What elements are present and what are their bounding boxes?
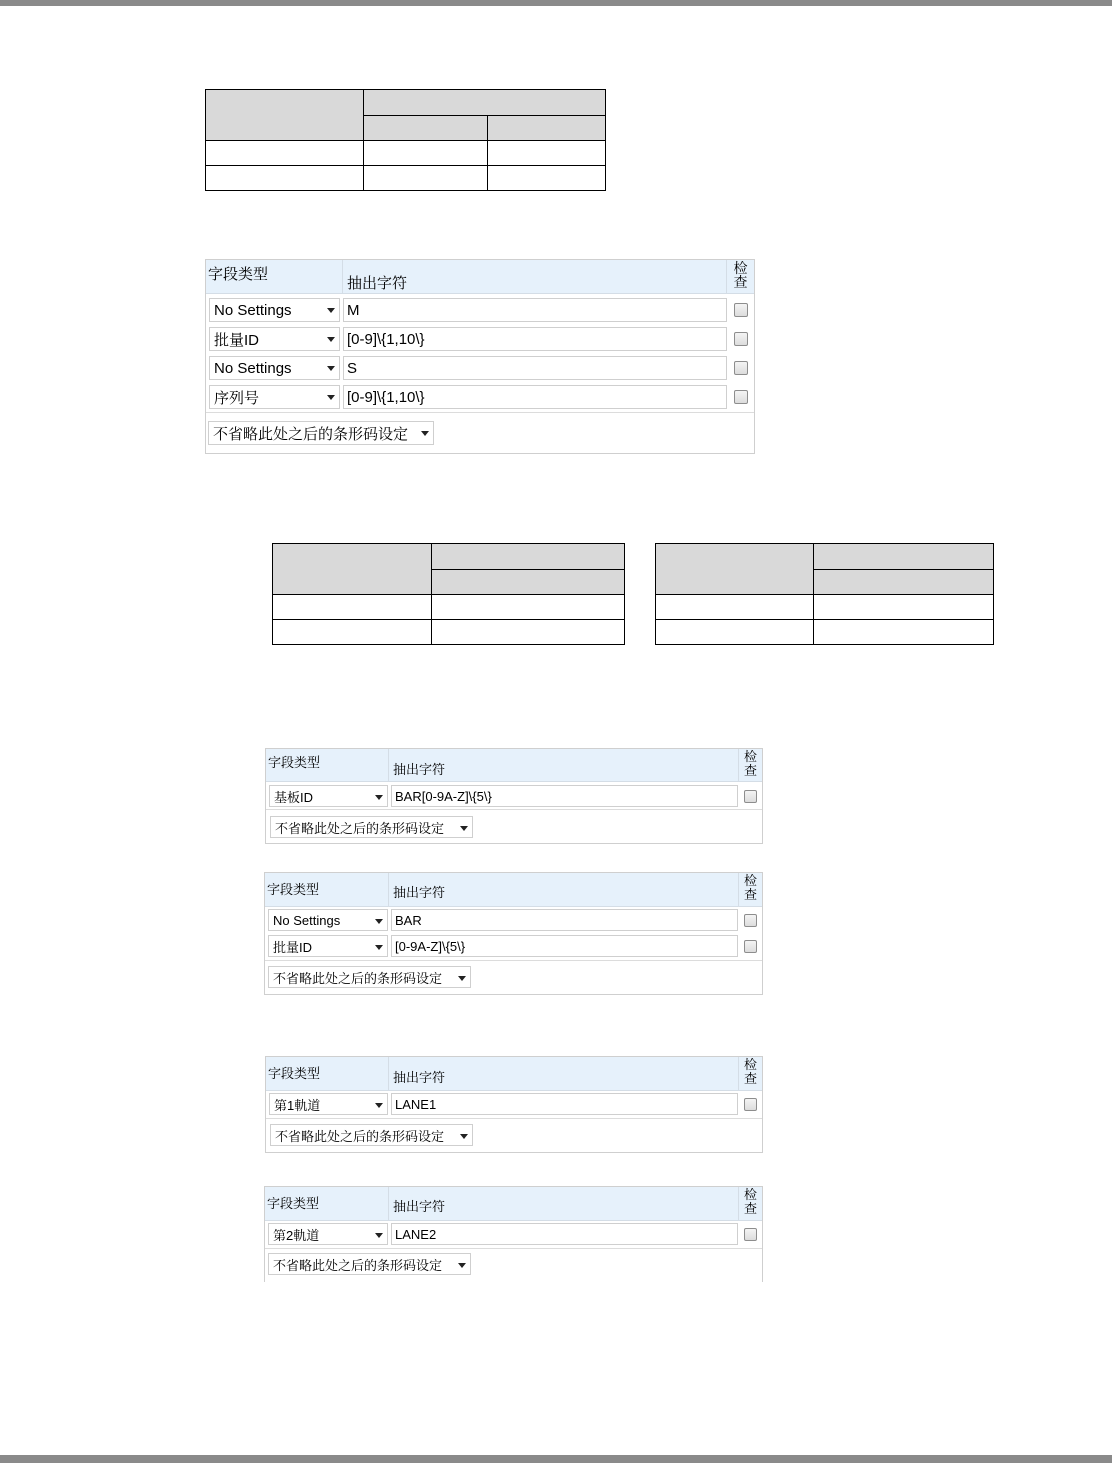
dropdown-arrow-icon [375, 1103, 383, 1108]
extract-chars-header: 抽出字符 [388, 1057, 738, 1090]
page-top-rule [0, 0, 1112, 6]
barcode-settings-panel-3 [264, 872, 763, 995]
check-header: 检 查 [738, 873, 762, 906]
dropdown-arrow-icon [458, 976, 466, 981]
table-header-cell [206, 90, 364, 141]
check-checkbox[interactable] [734, 361, 748, 375]
extract-chars-input[interactable]: [0-9]\{1,10\} [343, 327, 727, 351]
table-header-cell [488, 115, 606, 141]
dropdown-arrow-icon [327, 395, 335, 400]
table-header-cell [364, 90, 606, 116]
table-header-cell [432, 544, 625, 570]
page-bottom-rule [0, 1455, 1112, 1463]
check-checkbox[interactable] [744, 1228, 757, 1241]
dropdown-arrow-icon [375, 919, 383, 924]
field-type-select[interactable]: 批量ID [268, 935, 388, 957]
barcode-settings-panel-4 [265, 1056, 763, 1153]
field-type-header: 字段类型 [208, 266, 269, 283]
table-row [656, 595, 994, 620]
omit-barcode-settings-select[interactable]: 不省略此处之后的条形码设定 [270, 1124, 473, 1146]
field-type-header: 字段类型 [267, 882, 320, 897]
field-type-select[interactable]: No Settings [209, 298, 340, 322]
dropdown-arrow-icon [458, 1263, 466, 1268]
extract-chars-header: 抽出字符 [388, 1187, 738, 1220]
extract-chars-input[interactable]: M [343, 298, 727, 322]
barcode-settings-panel-1 [205, 259, 755, 454]
dropdown-arrow-icon [375, 1233, 383, 1238]
omit-barcode-settings-select[interactable]: 不省略此处之后的条形码设定 [268, 966, 471, 988]
extract-chars-header: 抽出字符 [388, 873, 738, 906]
dropdown-arrow-icon [327, 366, 335, 371]
table-header-cell [364, 115, 488, 141]
extract-chars-input[interactable]: LANE2 [391, 1223, 738, 1245]
check-checkbox[interactable] [744, 1098, 757, 1111]
extract-chars-header: 抽出字符 [342, 260, 726, 293]
field-type-header: 字段类型 [268, 755, 321, 770]
dropdown-arrow-icon [375, 795, 383, 800]
setting-row [209, 385, 754, 409]
dropdown-arrow-icon [375, 945, 383, 950]
check-header: 检 查 [726, 260, 754, 293]
field-type-select[interactable]: 第2軌道 [268, 1223, 388, 1245]
field-type-select[interactable]: No Settings [209, 356, 340, 380]
check-checkbox[interactable] [744, 790, 757, 803]
field-type-select[interactable]: No Settings [268, 909, 388, 931]
empty-table-1 [205, 89, 606, 191]
check-checkbox[interactable] [734, 390, 748, 404]
dropdown-arrow-icon [327, 308, 335, 313]
table-row [273, 595, 625, 620]
extract-chars-input[interactable]: [0-9A-Z]\{5\} [391, 935, 738, 957]
dropdown-arrow-icon [460, 1134, 468, 1139]
setting-row [209, 327, 754, 351]
setting-row [209, 298, 754, 322]
table-row [656, 620, 994, 645]
extract-chars-input[interactable]: [0-9]\{1,10\} [343, 385, 727, 409]
table-header-cell [814, 569, 994, 595]
field-type-select[interactable]: 第1軌道 [269, 1093, 388, 1115]
dropdown-arrow-icon [460, 826, 468, 831]
barcode-settings-panel-5 [264, 1186, 763, 1282]
extract-chars-input[interactable]: BAR [391, 909, 738, 931]
check-header: 检 查 [738, 749, 762, 781]
check-header: 检 查 [738, 1057, 762, 1090]
table-row [273, 620, 625, 645]
field-type-header: 字段类型 [267, 1196, 320, 1211]
field-type-select[interactable]: 批量ID [209, 327, 340, 351]
empty-table-2 [272, 543, 625, 645]
extract-chars-input[interactable]: BAR[0-9A-Z]\{5\} [391, 785, 738, 807]
check-checkbox[interactable] [734, 332, 748, 346]
field-type-select[interactable]: 基板ID [269, 785, 388, 807]
field-type-select[interactable]: 序列号 [209, 385, 340, 409]
setting-row [268, 935, 762, 957]
field-type-header: 字段类型 [268, 1066, 321, 1081]
omit-barcode-settings-select[interactable]: 不省略此处之后的条形码设定 [268, 1253, 471, 1275]
setting-row [269, 1093, 762, 1115]
extract-chars-input[interactable]: LANE1 [391, 1093, 738, 1115]
barcode-settings-panel-2 [265, 748, 763, 844]
table-header-cell [814, 544, 994, 570]
table-row [206, 166, 606, 191]
dropdown-arrow-icon [327, 337, 335, 342]
table-header-cell [273, 544, 432, 595]
extract-chars-header: 抽出字符 [388, 749, 738, 781]
check-checkbox[interactable] [734, 303, 748, 317]
setting-row [209, 356, 754, 380]
setting-row [268, 1223, 762, 1245]
check-checkbox[interactable] [744, 940, 757, 953]
table-row [206, 141, 606, 166]
extract-chars-input[interactable]: S [343, 356, 727, 380]
setting-row [269, 785, 762, 807]
check-checkbox[interactable] [744, 914, 757, 927]
empty-table-3 [655, 543, 994, 645]
omit-barcode-settings-select[interactable]: 不省略此处之后的条形码设定 [208, 421, 434, 445]
table-header-cell [656, 544, 814, 595]
table-header-cell [432, 569, 625, 595]
setting-row [268, 909, 762, 931]
dropdown-arrow-icon [421, 431, 429, 436]
omit-barcode-settings-select[interactable]: 不省略此处之后的条形码设定 [270, 816, 473, 838]
check-header: 检 查 [738, 1187, 762, 1220]
